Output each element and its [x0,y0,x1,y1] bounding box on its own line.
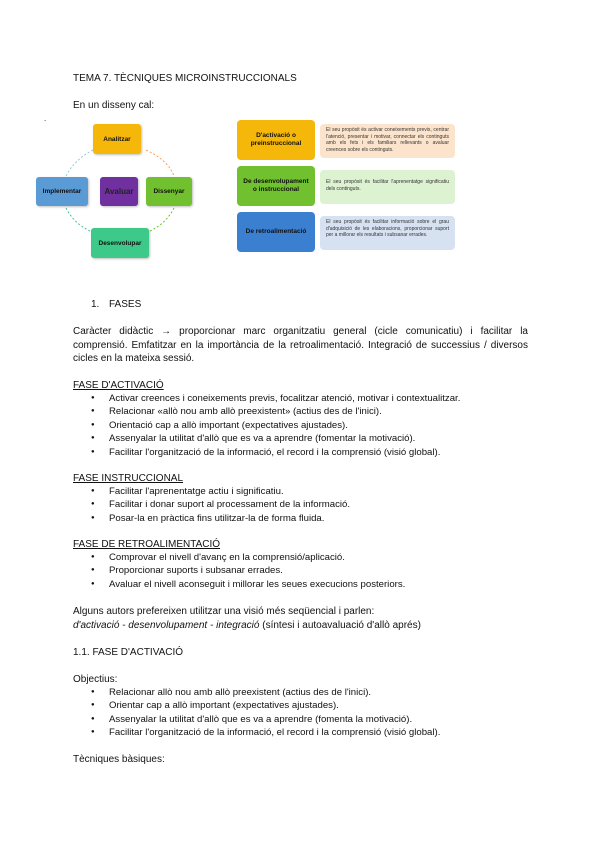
list-item: ● Facilitar l'organització de la informació, el record i la comprensió (visió global). [73,726,440,739]
cycle-label-avaluar: Avaluar [104,187,134,196]
sequencial-rest: (síntesi i autoavaluació d'allò aprés) [259,620,421,631]
section-heading-fases: FASES [109,299,142,310]
phase-label-retro [237,212,315,252]
list-item: ● Relacionar allò nou amb allò preexistent (actius des de l'inici). [73,686,440,699]
list-objectius [73,686,440,740]
addie-cycle-diagram [36,120,204,260]
list-item: ● Orientar cap a allò important (expectatives ajustades). [73,699,440,712]
para-sequencial [73,619,421,632]
phase-desc-text: El seu propòsit és facilitar l'aprenentatge significatiu dels continguts. [326,179,449,192]
list-item: ● Activar creences i coneixements previs, focalitzar atenció, motivar i contextualitzar. [73,392,460,405]
cycle-box-implementar [36,177,88,206]
cycle-box-desenvolupar [91,228,149,258]
phase-desc-text: El seu propòsit és activar coneixements previs, centrar l'atenció, presentar i motivar, connectar els continguts amb els fets i els familiars rellevants o avaluar creences sobre els continguts. [326,127,449,153]
list-item: ● Facilitar l'organització de la informació, el record i la comprensió (visió global). [73,446,460,459]
cycle-box-analitzar [93,124,141,154]
list-fase-retro [73,551,405,591]
list-item: ● Facilitar i donar suport al processament de la informació. [73,498,350,511]
objectius-heading: Objectius: [73,674,118,685]
phase-desc-desenvolupament [320,170,455,204]
phase-desc-activacio [320,124,455,158]
list-item: ● Avaluar el nivell aconseguit i millorar les seues execucions posteriors. [73,578,405,591]
cycle-label-analitzar: Analitzar [103,135,131,143]
heading-fase-activacio: FASE D'ACTIVACIÓ [73,380,164,391]
phase-label-text: De retroalimentació [245,228,307,235]
phase-desc-text: El seu propòsit és facilitar informació sobre el grau d'adquisició de les elaboracions, proporcionar suport per a millorar els resultats i subsanar errades. [326,219,449,238]
cycle-box-dissenyar [146,177,192,206]
para-caracter-didactic: Caràcter didàctic → proporcionar marc organitzatiu general (cicle comunicatiu) i facilitar la comprensió. Emfatitzar en la importància de la retroalimentació. Integració de successius / diversos cicles en la mateixa sessió. [73,326,528,364]
heading-fase-retro: FASE DE RETROALIMENTACIÓ [73,539,221,550]
section-number: 1. [91,299,100,310]
sequencial-italic: d'activació - desenvolupament - integració [73,620,260,631]
phase-label-activacio [237,120,315,160]
section-heading-1-1: 1.1. FASE D'ACTIVACIÓ [73,647,184,658]
para-alguns-autors: Alguns autors prefereixen utilitzar una visió més seqüencial i parlen: [73,606,375,617]
list-item: ● Facilitar l'aprenentatge actiu i significatiu. [73,485,350,498]
list-item: ● Orientació cap a allò important (expectatives ajustades). [73,419,460,432]
list-item: ● Comprovar el nivell d'avanç en la comprensió/aplicació. [73,551,405,564]
cycle-label-desenvolupar: Desenvolupar [98,239,142,247]
heading-fase-instruccional: FASE INSTRUCCIONAL [73,473,184,484]
cycle-label-implementar: Implementar [42,188,82,195]
list-item: ● Proporcionar suports i subsanar errades. [73,564,405,577]
list-item: ● Relacionar «allò nou amb allò preexistent» (actius des de l'inici). [73,405,460,418]
cycle-label-dissenyar: Dissenyar [153,188,185,195]
list-fase-activacio [73,392,460,459]
list-item: ● Posar-la en pràctica fins utilitzar-la de forma fluida. [73,512,350,525]
phase-desc-retro [320,216,455,250]
intro-text: En un disseny cal: [73,100,155,111]
tecniques-heading: Tècniques bàsiques: [73,754,165,765]
stray-dot: . [44,114,47,123]
phase-label-desenvolupament [237,166,315,206]
list-item: ● Assenyalar la utilitat d'allò que es va a aprendre (fomenta la motivació). [73,713,440,726]
list-item: ● Assenyalar la utilitat d'allò que es va a aprendre (fomentar la motivació). [73,432,460,445]
list-fase-instruccional [73,485,350,525]
phase-label-text: D'activació o preinstruccional [250,132,302,147]
cycle-box-avaluar [100,177,138,206]
phase-label-text: De desenvolupament o instruccional [243,178,309,193]
page-title: TEMA 7. TÈCNIQUES MICROINSTRUCCIONALS [73,73,297,84]
